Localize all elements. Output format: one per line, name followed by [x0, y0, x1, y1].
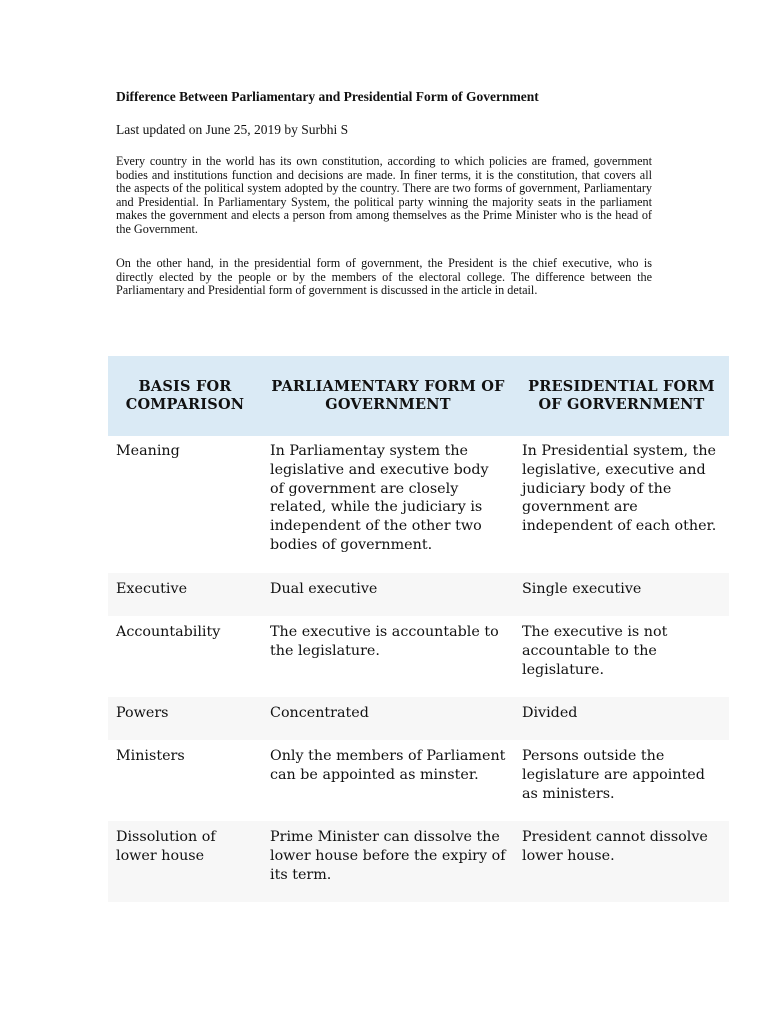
cell-basis: Meaning	[116, 443, 180, 459]
cell-presidential: President cannot dissolve lower house.	[514, 821, 729, 902]
header-row	[108, 356, 729, 436]
cell-parliamentary: Concentrated	[262, 697, 514, 740]
header-parliamentary: PARLIAMENTARY FORM OF GOVERNMENT	[262, 356, 514, 436]
table-row	[108, 821, 729, 902]
cell-parliamentary: In Parliamentay system the legislative and executive body of government are closely related, while the judiciary is independent of the other two bodies of government.	[270, 443, 489, 553]
table-row	[108, 740, 729, 821]
table-row	[108, 616, 729, 697]
intro-paragraph-2: On the other hand, in the presidential form of government, the President is the chief executive, who is directly elected by the people or by the members of the electoral college. The difference between the Parliamentary and Presidential form of government is discussed in the article in detail.	[116, 256, 652, 298]
intro-paragraph-1: Every country in the world has its own constitution, according to which policies are framed, government bodies and institutions function and decisions are made. In finer terms, it is the constitution, that covers all the aspects of the political system adopted by the country. There are two forms of government, Parliamentary and Presidential. In Parliamentary System, the political party winning the majority seats in the parliament makes the government and elects a person from among themselves as the Prime Minister who is the head of the Government.	[116, 154, 652, 236]
cell-basis: Ministers	[116, 748, 185, 764]
cell-parliamentary: The executive is accountable to the legislature.	[270, 624, 499, 659]
cell-basis: Accountability	[116, 624, 221, 640]
page-title: Difference Between Parliamentary and Presidential Form of Government	[116, 89, 539, 104]
comparison-table	[108, 356, 729, 902]
header-presidential: PRESIDENTIAL FORM OF GORVERNMENT	[514, 356, 729, 436]
cell-presidential: Persons outside the legislature are appointed as ministers.	[522, 748, 705, 802]
cell-presidential: Single executive	[514, 573, 729, 616]
table-row	[108, 697, 729, 740]
table-row	[108, 436, 729, 573]
table-body	[108, 436, 729, 902]
cell-basis: Dissolution of lower house	[108, 821, 262, 902]
table-row	[108, 573, 729, 616]
table-header	[108, 356, 729, 436]
cell-parliamentary: Prime Minister can dissolve the lower house before the expiry of its term.	[262, 821, 514, 902]
cell-presidential: The executive is not accountable to the legislature.	[522, 624, 668, 678]
cell-parliamentary: Dual executive	[262, 573, 514, 616]
cell-basis: Powers	[108, 697, 262, 740]
last-updated-line: Last updated on June 25, 2019 by Surbhi S	[116, 122, 349, 137]
header-basis: BASIS FOR COMPARISON	[108, 356, 262, 436]
cell-presidential: Divided	[514, 697, 729, 740]
cell-presidential: In Presidential system, the legislative, executive and judiciary body of the government are independent of each other.	[522, 443, 717, 535]
cell-parliamentary: Only the members of Parliament can be appointed as minster.	[270, 748, 506, 783]
cell-basis: Executive	[108, 573, 262, 616]
